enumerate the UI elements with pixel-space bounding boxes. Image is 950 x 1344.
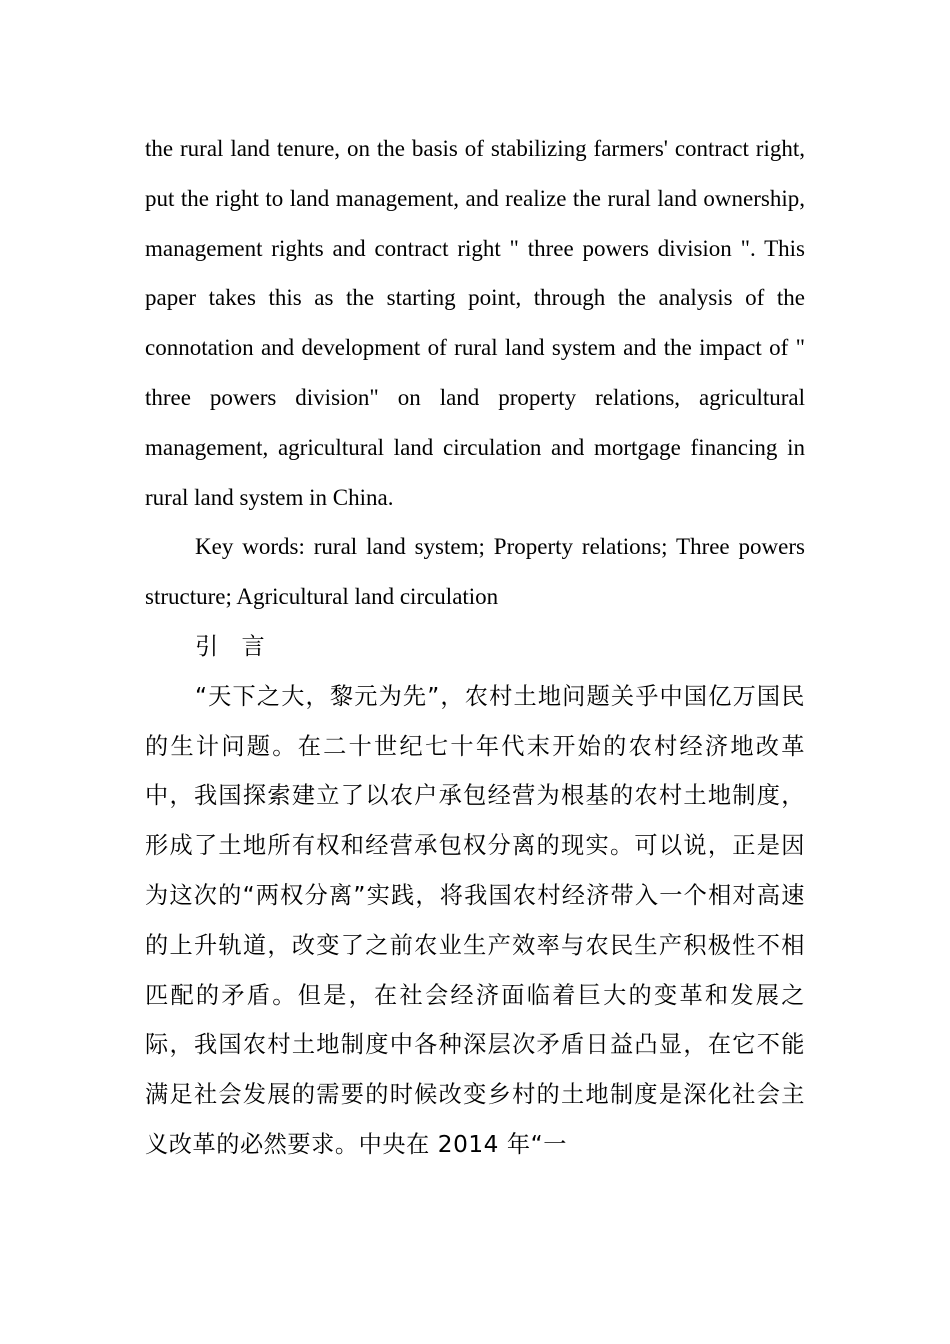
introduction-heading: 引 言 bbox=[195, 632, 273, 660]
abstract-continuation: the rural land tenure, on the basis of stabilizing farmers' contract right, put the right to land management, and realize the rural land ownership, management rights and contract right " three powers division ". This paper takes this as the starting point, through the analysis of the connotation and development of rural land system and the impact of " three powers division" on land property relations, agricultural management, agricultural land circulation and mortgage financing in rural land system in China. bbox=[145, 136, 805, 510]
document-page bbox=[145, 124, 805, 1170]
keywords-paragraph: Key words: rural land system; Property relations; Three powers structure; Agricultural land circulation bbox=[145, 534, 805, 610]
introduction-paragraph: “天下之大，黎元为先”，农村土地问题关乎中国亿万国民的生计问题。在二十世纪七十年代末开始的农村经济地改革中，我国探索建立了以农户承包经营为根基的农村土地制度，形成了土地所有权和经营承包权分离的现实。可以说，正是因为这次的“两权分离”实践，将我国农村经济带入一个相对高速的上升轨道，改变了之前农业生产效率与农民生产积极性不相匹配的矛盾。但是，在社会经济面临着巨大的变革和发展之际，我国农村土地制度中各种深层次矛盾日益凸显，在它不能满足社会发展的需要的时候改变乡村的土地制度是深化社会主义改革的必然要求。中央在 2014 年“一 bbox=[145, 682, 805, 1158]
